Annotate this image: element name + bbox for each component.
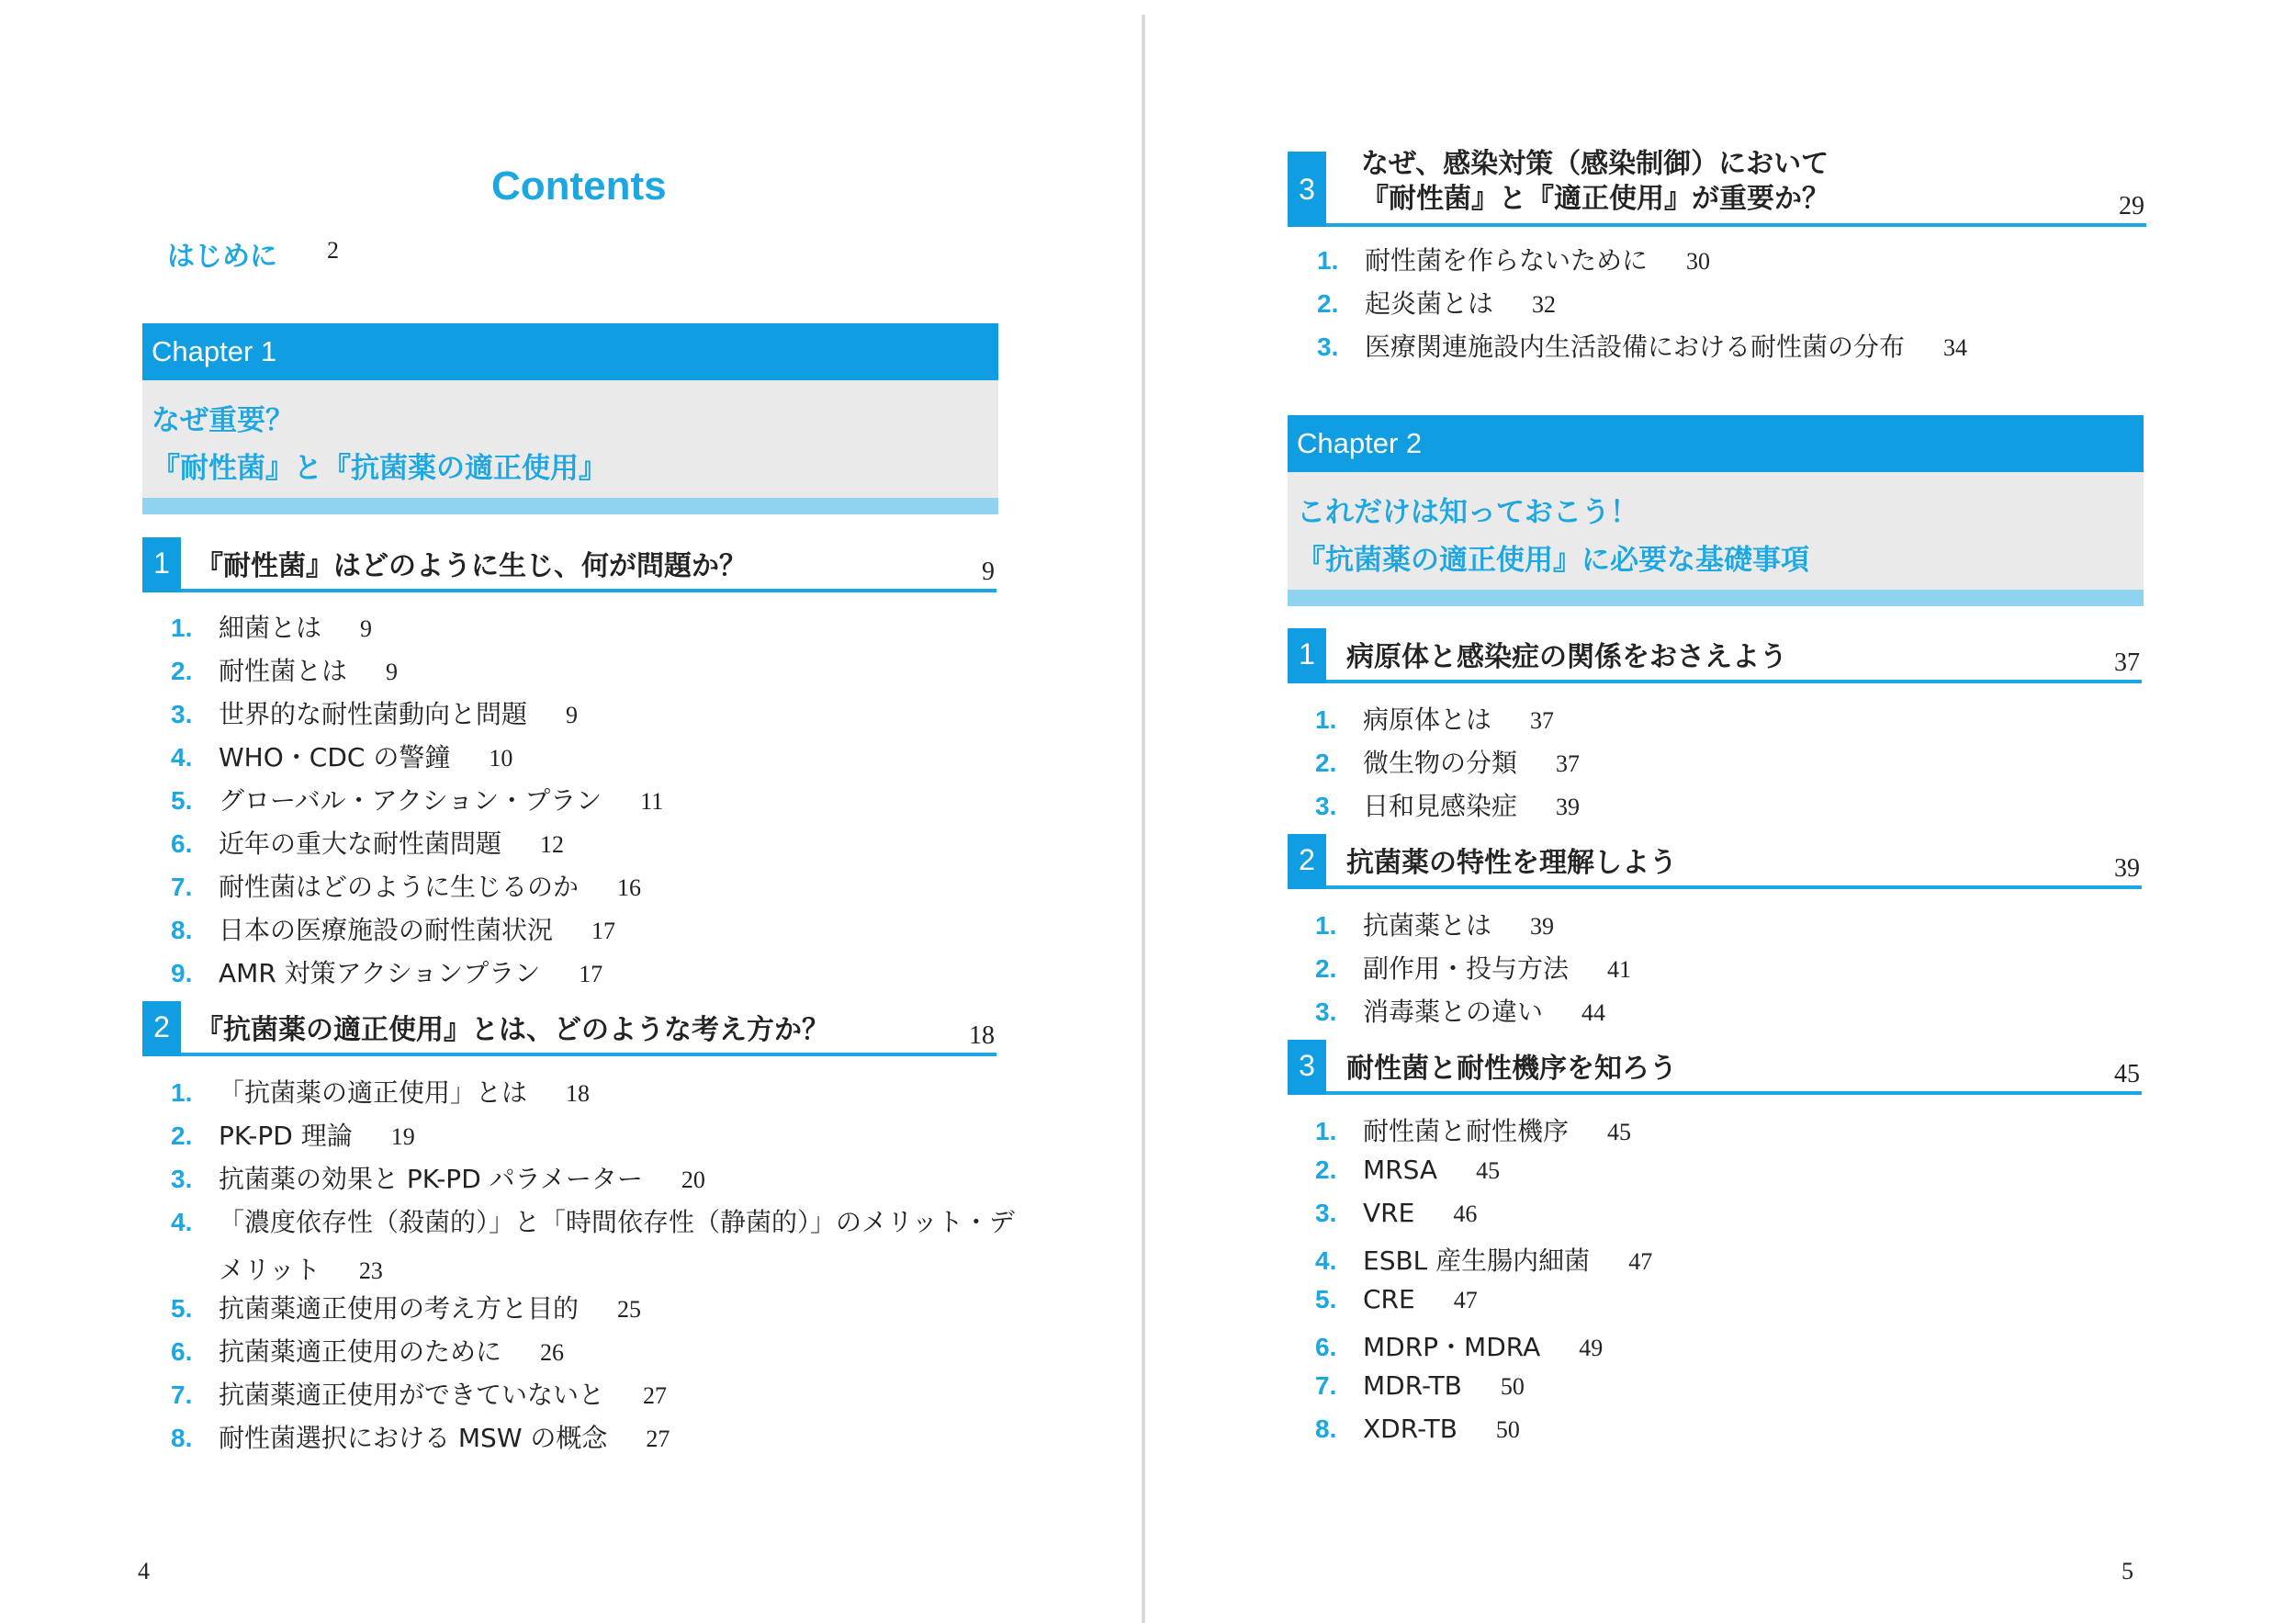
item-number: 6. <box>171 829 193 858</box>
chapter-title-line: なぜ重要？ <box>152 404 294 437</box>
item-page-number: 18 <box>566 1080 591 1107</box>
item-page-number: 27 <box>646 1426 670 1452</box>
section-page-number: 18 <box>969 1021 995 1050</box>
item-page-number: 39 <box>1556 794 1581 820</box>
item-number: 1. <box>1315 705 1337 734</box>
toc-item <box>1315 906 1554 942</box>
item-text: PK-PD 理論 <box>219 1121 353 1151</box>
item-text: 「濃度依存性（殺菌的）」と「時間依存性（静菌的）」のメリット・デ <box>219 1207 1015 1237</box>
item-text: 抗菌薬適正使用の考え方と目的 <box>219 1293 580 1324</box>
item-page-number: 23 <box>358 1257 383 1284</box>
item-text: 抗菌薬適正使用ができていないと <box>219 1380 605 1410</box>
chapter-2-box <box>1288 415 2144 606</box>
item-number: 1. <box>1315 1117 1337 1145</box>
chapter-title-line: これだけは知っておこう！ <box>1297 496 1638 529</box>
item-number: 1. <box>171 1078 193 1107</box>
toc-item <box>171 1332 564 1369</box>
toc-item <box>171 1289 641 1325</box>
item-text: 起炎菌とは <box>1365 288 1494 319</box>
item-page-number: 20 <box>681 1167 705 1193</box>
item-number: 4. <box>171 743 193 772</box>
item-number: 3. <box>1317 332 1339 361</box>
toc-item <box>1315 700 1554 737</box>
item-page-number: 49 <box>1579 1335 1604 1361</box>
toc-item <box>171 694 578 731</box>
item-page-number: 41 <box>1607 956 1632 983</box>
left-page-folio: 4 <box>138 1558 150 1584</box>
item-page-number: 17 <box>579 961 603 987</box>
toc-item <box>1315 992 1605 1029</box>
toc-item <box>171 781 663 817</box>
item-page-number: 27 <box>643 1382 668 1409</box>
section-title-line: なぜ、感染対策（感染制御）において <box>1361 148 1829 180</box>
section-number: 2 <box>1288 834 1326 889</box>
item-text: CRE <box>1363 1284 1415 1314</box>
item-text: 日和見感染症 <box>1363 791 1518 821</box>
section-heading <box>1288 628 2142 683</box>
item-text: 耐性菌を作らないために <box>1365 245 1649 276</box>
item-text: XDR-TB <box>1363 1414 1458 1444</box>
toc-item <box>171 1116 415 1153</box>
chapter-title-area <box>142 380 998 498</box>
item-text: 病原体とは <box>1363 704 1492 735</box>
section-page-number: 45 <box>2114 1060 2140 1088</box>
chapter-title-area <box>1288 472 2144 590</box>
section-heading <box>142 1001 996 1056</box>
toc-item <box>171 867 641 904</box>
item-number: 7. <box>1315 1371 1337 1400</box>
toc-item <box>171 1375 667 1412</box>
toc-item <box>1315 1155 1500 1185</box>
item-number: 4. <box>1315 1246 1337 1275</box>
toc-item <box>171 738 512 774</box>
item-text: 微生物の分類 <box>1363 748 1518 778</box>
section-number: 1 <box>142 537 181 592</box>
section-number: 3 <box>1288 152 1326 227</box>
item-text: 抗菌薬の効果と PK-PD パラメーター <box>219 1164 643 1194</box>
item-page-number: 37 <box>1530 707 1555 734</box>
section-page-number: 39 <box>2114 854 2140 883</box>
section-number: 1 <box>1288 628 1326 683</box>
section-title: 『耐性菌』はどのように生じ、何が問題か？ <box>196 550 747 582</box>
item-number: 1. <box>1315 911 1337 940</box>
chapter-label: Chapter 2 <box>1288 415 2144 472</box>
item-text: 日本の医療施設の耐性菌状況 <box>219 915 554 945</box>
section-heading <box>1288 834 2142 889</box>
item-text: ESBL 産生腸内細菌 <box>1363 1245 1591 1276</box>
toc-item <box>1315 786 1580 823</box>
item-page-number: 30 <box>1686 248 1711 275</box>
toc-item <box>171 1073 590 1110</box>
intro-label: はじめに <box>167 241 277 273</box>
item-number: 1. <box>1317 246 1339 275</box>
item-number: 3. <box>171 700 193 728</box>
item-number: 5. <box>1315 1285 1337 1313</box>
contents-title: Contents <box>491 163 667 209</box>
section-page-number: 29 <box>2119 192 2144 220</box>
toc-item <box>1315 743 1580 780</box>
item-number: 6. <box>171 1337 193 1366</box>
toc-item <box>1315 1198 1477 1228</box>
item-page-number: 45 <box>1607 1119 1632 1145</box>
item-text: 世界的な耐性菌動向と問題 <box>219 699 528 729</box>
section-title: 抗菌薬の特性を理解しよう <box>1346 847 1677 879</box>
item-page-number: 37 <box>1556 750 1581 777</box>
item-number: 7. <box>171 1381 193 1409</box>
item-page-number: 17 <box>591 918 616 944</box>
section-page-number: 9 <box>982 558 995 586</box>
toc-item <box>171 910 615 947</box>
toc-item <box>1315 1284 1478 1314</box>
item-number: 7. <box>171 873 193 901</box>
item-page-number: 10 <box>489 745 513 772</box>
item-page-number: 12 <box>540 831 565 858</box>
item-number: 2. <box>1315 749 1337 777</box>
chapter-underline-bar <box>1288 590 2144 606</box>
section-title: 耐性菌と耐性機序を知ろう <box>1346 1053 1677 1085</box>
item-page-number: 39 <box>1530 913 1555 940</box>
item-text-continued: メリット <box>219 1255 321 1285</box>
toc-item <box>1315 1111 1631 1148</box>
item-text: 耐性菌はどのように生じるのか <box>219 872 580 902</box>
section-heading <box>142 537 996 592</box>
section-title-line: 『耐性菌』と『適正使用』が重要か？ <box>1361 183 1829 215</box>
item-text: WHO・CDC の警鐘 <box>219 742 451 772</box>
item-text: 耐性菌選択における MSW の概念 <box>219 1423 608 1453</box>
item-page-number: 44 <box>1581 999 1606 1026</box>
item-number: 3. <box>1315 997 1337 1026</box>
item-text: 医療関連施設内生活設備における耐性菌の分布 <box>1365 332 1906 362</box>
item-number: 2. <box>171 657 193 685</box>
toc-item <box>1315 1414 1520 1444</box>
item-text: 細菌とは <box>219 613 322 643</box>
chapter-underline-bar <box>142 498 998 514</box>
item-number: 1. <box>171 614 193 642</box>
item-text: MDRP・MDRA <box>1363 1332 1541 1362</box>
toc-item <box>171 1159 705 1196</box>
item-text: 消毒薬との違い <box>1363 997 1544 1027</box>
book-spine <box>1142 15 1145 1623</box>
item-page-number: 9 <box>386 659 399 685</box>
item-text: MDR-TB <box>1363 1370 1462 1401</box>
section-title: 病原体と感染症の関係をおさえよう <box>1346 641 1787 673</box>
item-text: 抗菌薬とは <box>1363 910 1492 941</box>
section-number: 3 <box>1288 1040 1326 1095</box>
item-number: 5. <box>171 1294 193 1323</box>
item-number: 8. <box>171 916 193 944</box>
toc-item <box>171 608 372 645</box>
intro-page-number: 2 <box>327 237 339 264</box>
item-page-number: 34 <box>1943 334 1968 361</box>
item-number: 5. <box>171 786 193 815</box>
item-number: 3. <box>1315 1199 1337 1227</box>
item-number: 3. <box>1315 792 1337 820</box>
item-number: 8. <box>1315 1414 1337 1443</box>
section-title: 『抗菌薬の適正使用』とは、どのような考え方か？ <box>196 1014 829 1046</box>
item-text: グローバル・アクション・プラン <box>219 785 602 816</box>
toc-item <box>171 1418 670 1455</box>
item-number: 8. <box>171 1424 193 1452</box>
chapter-title-line: 『抗菌薬の適正使用』に必要な基礎事項 <box>1297 544 1809 577</box>
section-page-number: 37 <box>2114 648 2140 677</box>
toc-item <box>171 824 564 861</box>
item-page-number: 26 <box>540 1339 565 1366</box>
item-text: 副作用・投与方法 <box>1363 953 1570 984</box>
item-text: 耐性菌とは <box>219 656 348 686</box>
section-heading <box>1288 148 2146 227</box>
item-text: VRE <box>1363 1198 1415 1228</box>
chapter-title-line: 『耐性菌』と『抗菌薬の適正使用』 <box>152 452 607 485</box>
item-page-number: 46 <box>1453 1200 1478 1227</box>
item-number: 2. <box>171 1121 193 1150</box>
item-number: 3. <box>171 1165 193 1193</box>
item-number: 2. <box>1315 1155 1337 1184</box>
toc-item <box>171 1202 1015 1287</box>
toc-item <box>171 651 398 688</box>
item-number: 9. <box>171 959 193 987</box>
item-text: 抗菌薬適正使用のために <box>219 1336 502 1367</box>
section-number: 2 <box>142 1001 181 1056</box>
item-text: 耐性菌と耐性機序 <box>1363 1116 1570 1146</box>
toc-item <box>1315 949 1631 986</box>
chapter-1-box <box>142 323 998 514</box>
item-page-number: 45 <box>1476 1157 1501 1184</box>
item-text: 近年の重大な耐性菌問題 <box>219 828 502 859</box>
toc-item <box>1317 327 1967 364</box>
toc-item <box>1315 1370 1525 1401</box>
item-page-number: 11 <box>640 788 664 815</box>
item-page-number: 9 <box>566 702 579 728</box>
item-page-number: 50 <box>1500 1373 1525 1400</box>
toc-item <box>1317 284 1556 321</box>
right-page-folio: 5 <box>2122 1558 2133 1584</box>
item-page-number: 9 <box>360 615 373 642</box>
toc-item <box>1315 1241 1652 1278</box>
item-page-number: 25 <box>617 1296 642 1323</box>
item-text: 「抗菌薬の適正使用」とは <box>219 1077 528 1108</box>
item-page-number: 16 <box>617 874 642 901</box>
item-text: MRSA <box>1363 1155 1438 1185</box>
item-page-number: 32 <box>1532 291 1557 318</box>
toc-item <box>171 953 602 990</box>
item-page-number: 19 <box>390 1123 415 1150</box>
item-number: 2. <box>1315 954 1337 983</box>
item-page-number: 50 <box>1495 1416 1520 1443</box>
item-text: AMR 対策アクションプラン <box>219 958 541 988</box>
item-number: 2. <box>1317 289 1339 318</box>
item-number: 6. <box>1315 1333 1337 1361</box>
item-page-number: 47 <box>1453 1287 1478 1313</box>
item-number: 4. <box>171 1208 193 1236</box>
chapter-label: Chapter 1 <box>142 323 998 380</box>
section-heading <box>1288 1040 2142 1095</box>
toc-item <box>1315 1327 1603 1364</box>
item-page-number: 47 <box>1628 1248 1653 1275</box>
toc-item <box>1317 241 1710 277</box>
